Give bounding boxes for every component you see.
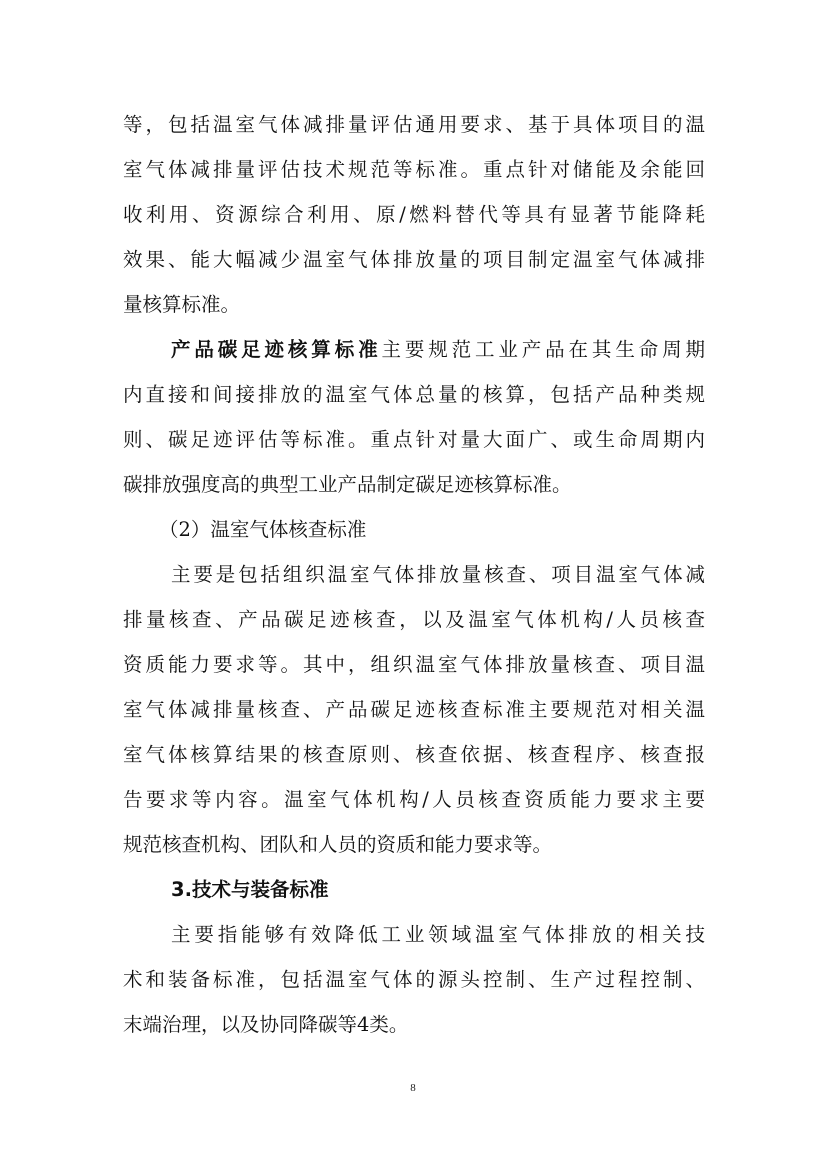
text-line: 规范核查机构、团队和人员的资质和能力要求等。 (123, 833, 553, 856)
text-line: 主要是包括组织温室气体排放量核查、项目温室气体减 (171, 563, 705, 586)
text-line: 资质能力要求等。其中，组织温室气体排放量核查、项目温 (123, 653, 705, 676)
text-line: 室气体减排量评估技术规范等标准。重点针对储能及余能回 (123, 158, 705, 181)
bold-term: 产品碳足迹核算标准 (171, 338, 382, 361)
text-line: 排量核查、产品碳足迹核查，以及温室气体机构/人员核查 (123, 608, 705, 631)
text-line: 等，包括温室气体减排量评估通用要求、基于具体项目的温 (123, 113, 705, 136)
text-line: 室气体核算结果的核查原则、核查依据、核查程序、核查报 (123, 743, 705, 766)
text-line: 室气体减排量核查、产品碳足迹核查标准主要规范对相关温 (123, 698, 705, 721)
section-heading: 3.技术与装备标准 (171, 878, 329, 901)
text-line: 末端治理，以及协同降碳等4类。 (123, 1013, 409, 1036)
text-line: 量核算标准。 (123, 293, 241, 316)
text-line: 告要求等内容。温室气体机构/人员核查资质能力要求主要 (123, 788, 705, 811)
body-text (123, 102, 705, 1047)
page-number: 8 (410, 1082, 416, 1094)
subheading: （2）温室气体核查标准 (159, 518, 367, 541)
text-line: 效果、能大幅减少温室气体排放量的项目制定温室气体减排 (123, 248, 705, 271)
text-line: 碳排放强度高的典型工业产品制定碳足迹核算标准。 (123, 473, 572, 496)
text-line: 收利用、资源综合利用、原/燃料替代等具有显著节能降耗 (123, 203, 705, 226)
paragraph-first-line (123, 327, 705, 372)
text-span: 主要规范工业产品在其生命周期 (381, 338, 705, 361)
text-line: 主要指能够有效降低工业领域温室气体排放的相关技 (171, 923, 705, 946)
text-line: 则、碳足迹评估等标准。重点针对量大面广、或生命周期内 (123, 428, 705, 451)
text-line: 术和装备标准，包括温室气体的源头控制、生产过程控制、 (123, 968, 705, 991)
text-line: 内直接和间接排放的温室气体总量的核算，包括产品种类规 (123, 383, 705, 406)
